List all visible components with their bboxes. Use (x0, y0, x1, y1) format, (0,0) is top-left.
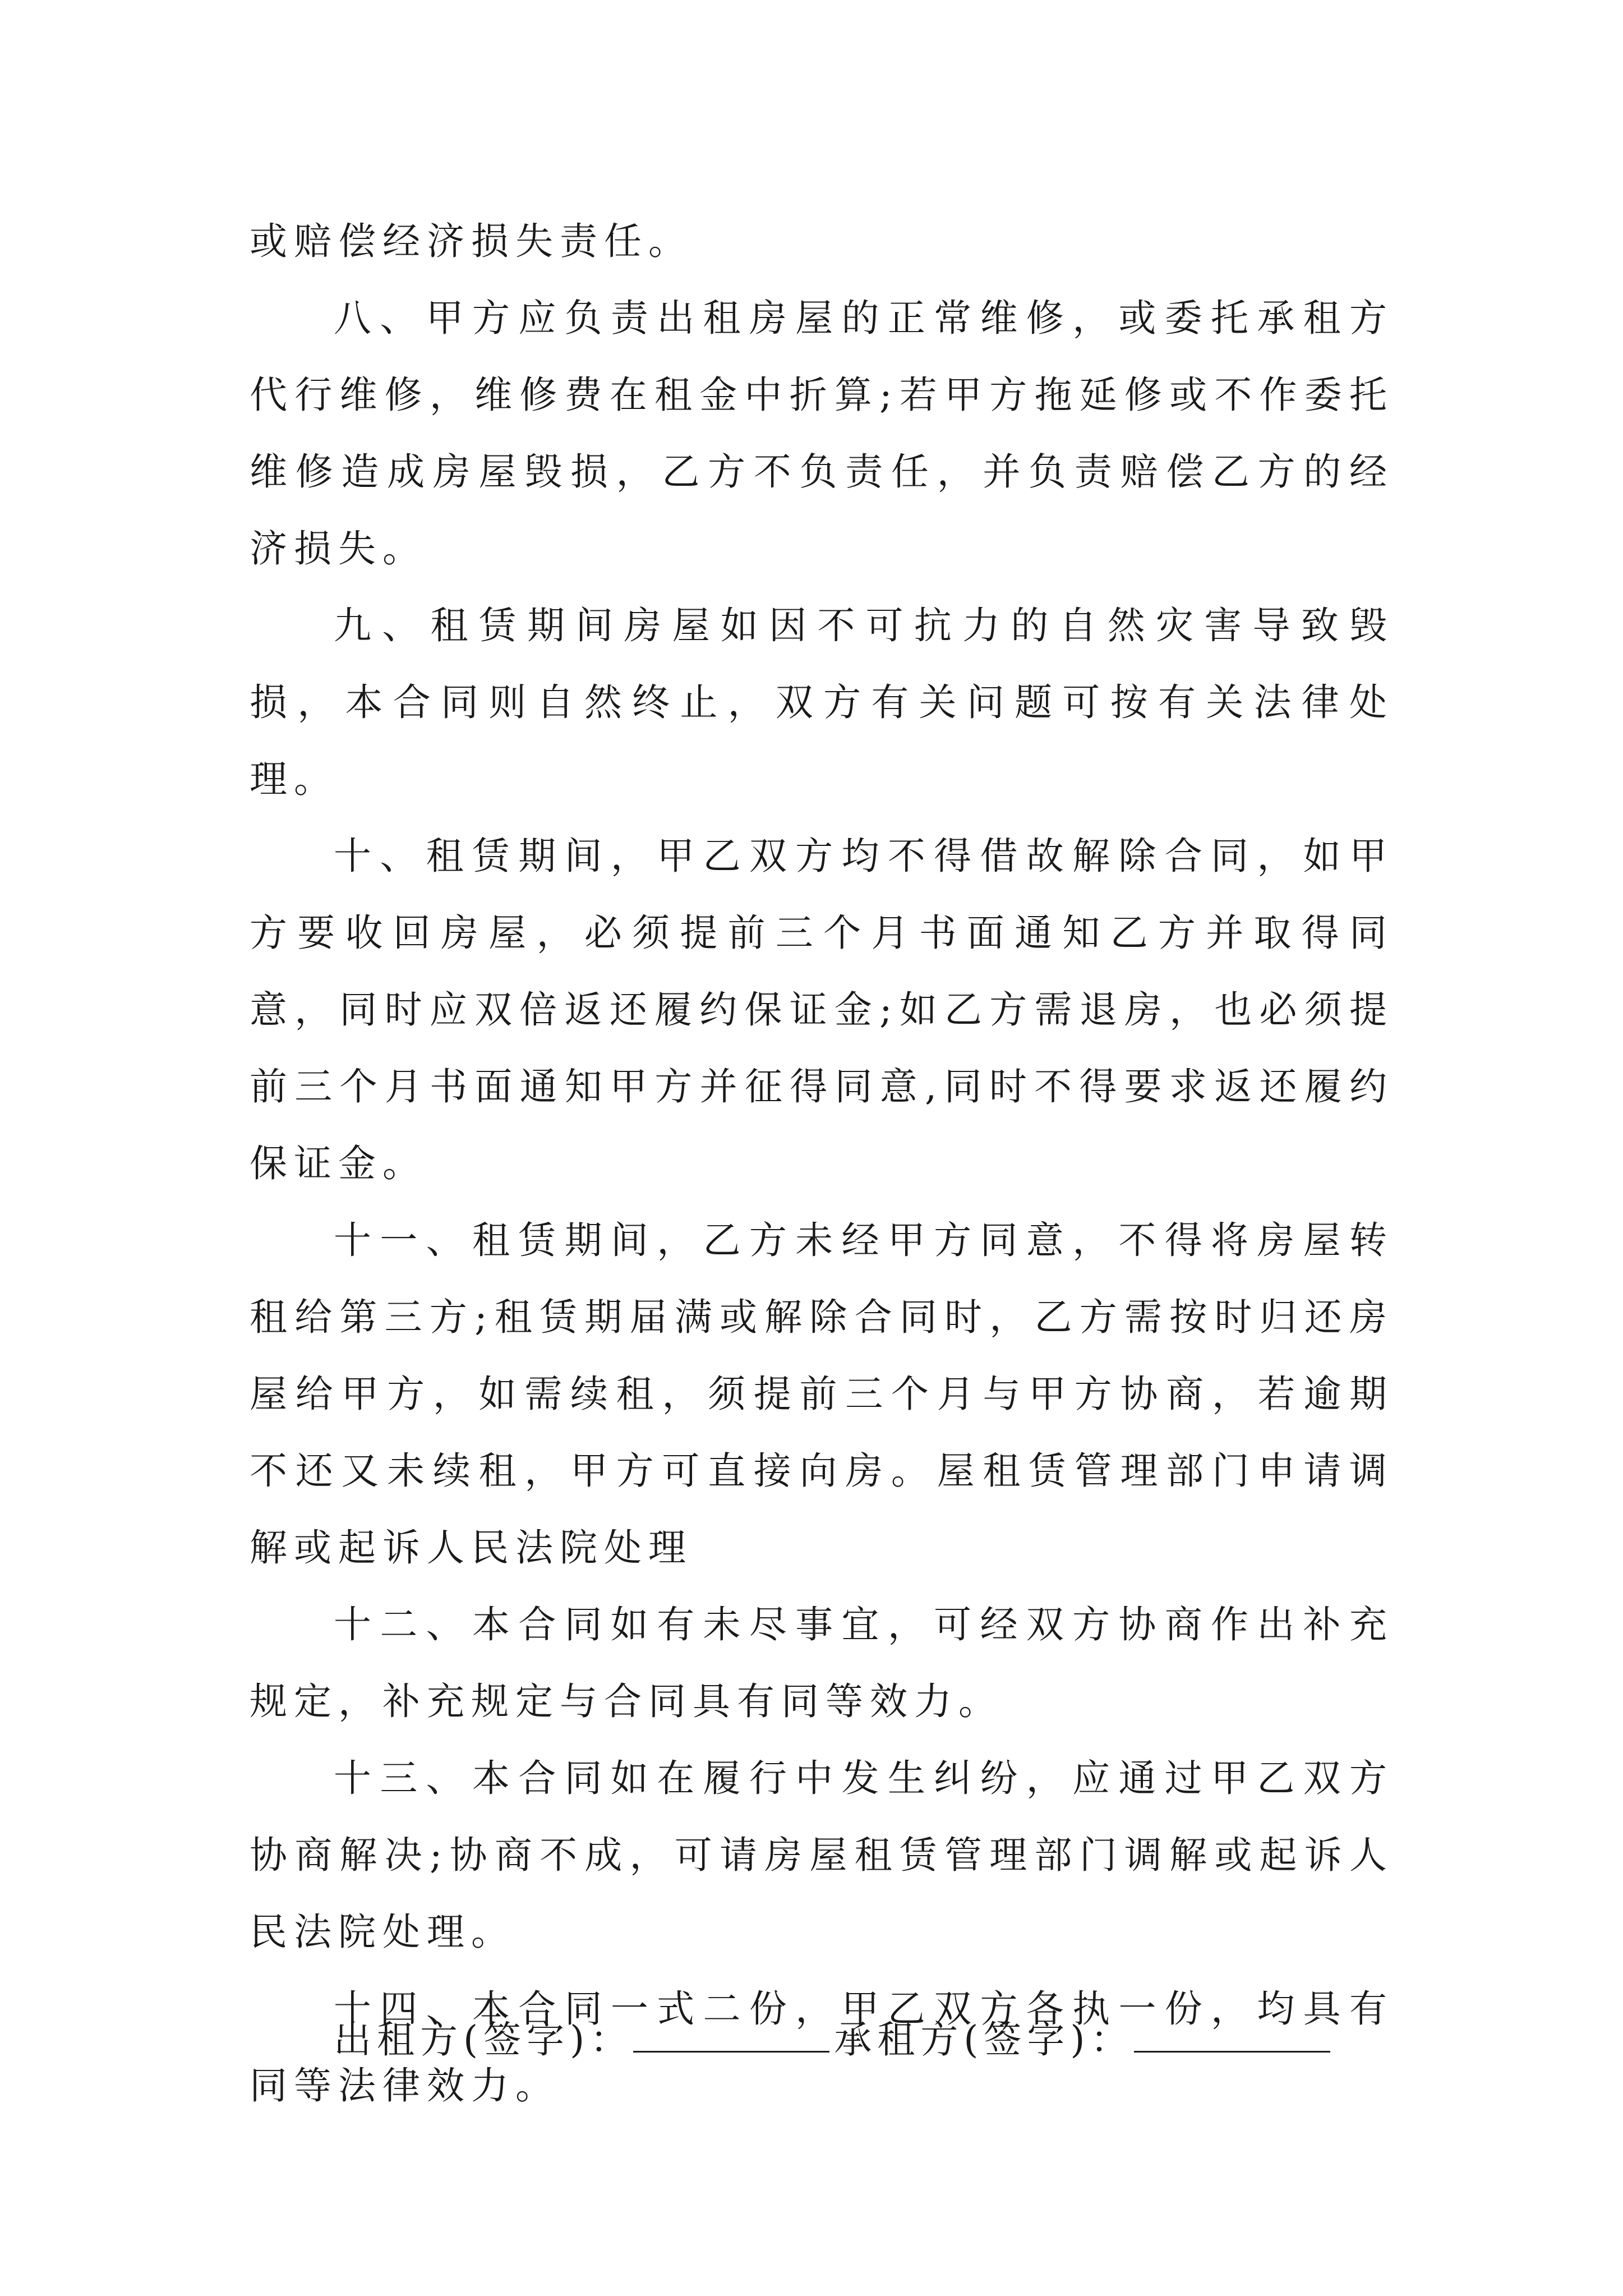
clause-12: 十二、本合同如有未尽事宜，可经双方协商作出补充规定，补充规定与合同具有同等效力。 (250, 1603, 1394, 1723)
paragraph-continuation: 或赔偿经济损失责任。 (250, 219, 693, 263)
lessee-signature-label: 承租方(签字)： (834, 2018, 1134, 2062)
clause-9: 九、租赁期间房屋如因不可抗力的自然灾害导致毁损，本合同则自然终止，双方有关问题可按有关法律处理。 (250, 604, 1394, 801)
clause-8: 八、甲方应负责出租房屋的正常维修，或委托承租方代行维修，维修费在租金中折算;若甲方拖延修或不作委托维修造成房屋毁损，乙方不负责任，并负责赔偿乙方的经济损失。 (250, 296, 1394, 570)
signature-row (334, 2001, 1330, 2078)
lessor-signature-label: 出租方(签字)： (334, 2018, 634, 2062)
contract-body (250, 203, 1394, 2124)
lessor-signature-line (633, 2017, 829, 2053)
clause-14: 十四、本合同一式二份，甲乙双方各执一份，均具有同等法律效力。 (250, 1987, 1394, 2108)
clause-13: 十三、本合同如在履行中发生纠纷，应通过甲乙双方协商解决;协商不成，可请房屋租赁管理部门调解或起诉人民法院处理。 (250, 1756, 1394, 1954)
clause-11: 十一、租赁期间，乙方未经甲方同意，不得将房屋转租给第三方;租赁期届满或解除合同时，乙方需按时归还房屋给甲方，如需续租，须提前三个月与甲方协商，若逾期不还又未续租，甲方可直接向房。屋租赁管理部门申请调解或起诉人民法院处理 (250, 1218, 1394, 1570)
lessee-signature-line (1134, 2017, 1330, 2053)
clause-10: 十、租赁期间，甲乙双方均不得借故解除合同，如甲方要收回房屋，必须提前三个月书面通知乙方并取得同意，同时应双倍返还履约保证金;如乙方需退房，也必须提前三个月书面通知甲方并征得同意,同时不得要求返还履约保证金。 (250, 834, 1394, 1185)
